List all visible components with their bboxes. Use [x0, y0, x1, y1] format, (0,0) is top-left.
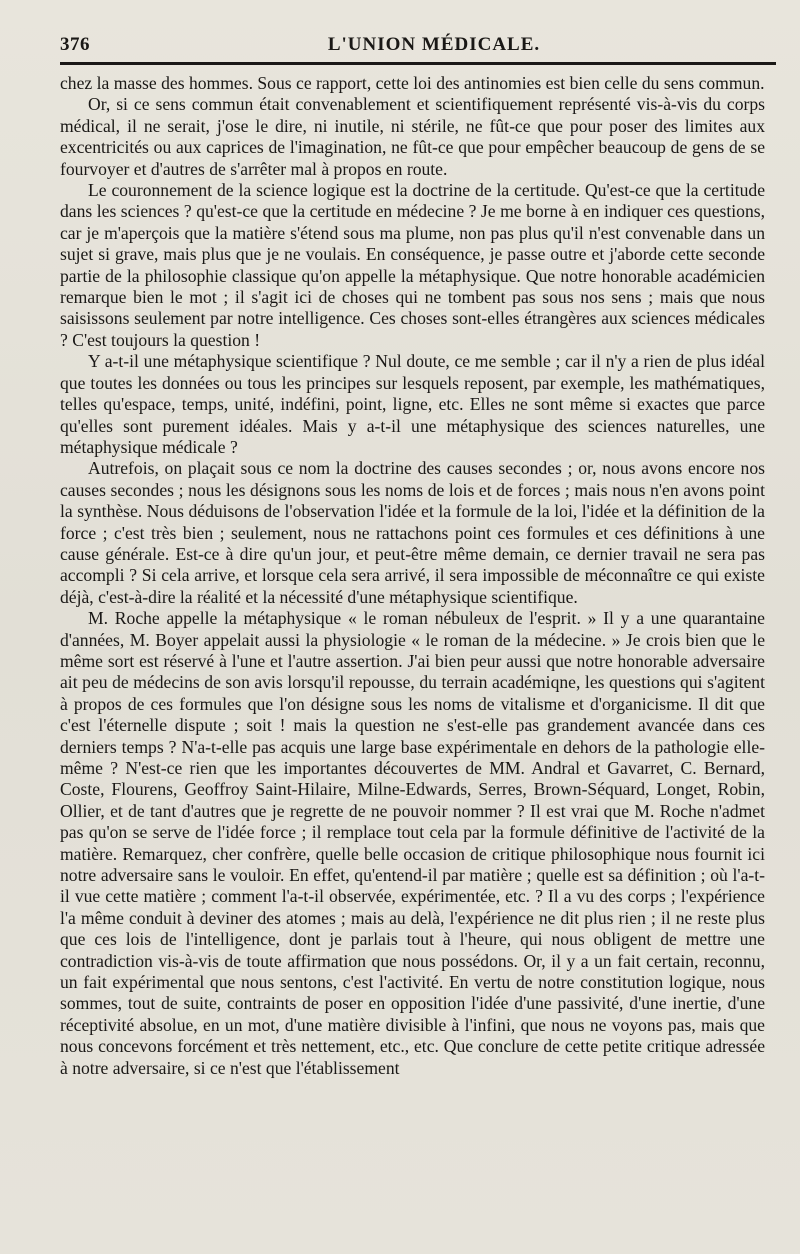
- paragraph-certitude: Le couronnement de la science logique est la doctrine de la certitude. Qu'est-ce que la certitude dans les sciences ? qu'est-ce que la certitude en médecine ? Je me borne à en indiquer ces questions, car je m'aperçois que la matière s'étend sous ma plume, non pas plus qu'il n'est convenable dans un sujet si grave, mais plus que je ne voulais. En conséquence, je passe outre et j'aborde cette seconde partie de la philosophie classique qu'on appelle la métaphysique. Que notre honorable académicien remarque bien le mot ; il s'agit ici de choses qui ne tombent pas sous nos sens ; mais que nous saisissons seulement par notre intelligence. Ces choses sont-elles étrangères aux sciences médicales ? C'est toujours la question !: [60, 180, 765, 350]
- running-title: L'UNION MÉDICALE.: [327, 34, 541, 55]
- article-body: [60, 73, 765, 1079]
- page-number: 376: [60, 34, 90, 55]
- page-header: [60, 28, 768, 62]
- paragraph-continued: chez la masse des hommes. Sous ce rapport, cette loi des antinomies est bien celle du sens commun.: [60, 73, 765, 93]
- paragraph-sens-commun: Or, si ce sens commun était convenablement et scientifiquement représenté vis-à-vis du corps médical, il ne serait, j'ose le dire, ni inutile, ni stérile, ne fût-ce que pour poser des limites aux excentricités ou aux caprices de l'imagination, ne fût-ce que pour empêcher beaucoup de gens de se fourvoyer et d'autres de s'arrêter mal à propos en route.: [60, 94, 765, 179]
- paragraph-causes-secondes: Autrefois, on plaçait sous ce nom la doctrine des causes secondes ; or, nous avons encore nos causes secondes ; nous les désignons sous les noms de lois et de forces ; mais nous n'en avons point la synthèse. Nous déduisons de l'observation l'idée et la formule de la loi, l'idée et la définition de la force ; c'est très bien ; seulement, nous ne rattachons point ces formules et ces définitions à une cause générale. Est-ce à dire qu'un jour, et peut-être même demain, ce dernier travail ne sera pas accompli ? Si cela arrive, et lorsque cela sera arrivé, il sera impossible de méconnaître ce qui existe déjà, c'est-à-dire la réalité et la nécessité d'une métaphysique scientifique.: [60, 458, 765, 607]
- paragraph-roche: M. Roche appelle la métaphysique « le roman nébuleux de l'esprit. » Il y a une quarantaine d'années, M. Boyer appelait aussi la physiologie « le roman de la médecine. » Je crois bien que le même sort est réservé à l'une et l'autre assertion. J'ai bien peur aussi que notre honorable adversaire ait peu de médecins de son avis lorsqu'il repousse, du terrain académiqne, les questions qui s'agitent à propos de ces formules que l'on désigne sous les noms de vitalisme et d'organicisme. Il dit que c'est l'éternelle dispute ; soit ! mais la question ne s'est-elle pas grandement avancée dans ces derniers temps ? N'a-t-elle pas acquis une large base expérimentale en dehors de la pathologie elle-même ? N'est-ce rien que les importantes découvertes de MM. Andral et Gavarret, C. Bernard, Coste, Flourens, Geoffroy Saint-Hilaire, Milne-Edwards, Serres, Brown-Séquard, Longet, Robin, Ollier, et de tant d'autres que je regrette de ne pouvoir nommer ? Il est vrai que M. Roche n'admet pas qu'on se serve de l'idée force ; il remplace tout cela par la formule définitive de l'activité de la matière. Remarquez, cher confrère, quelle belle occasion de critique philosophique nous fournit ici notre adversaire sans le vouloir. En effet, qu'entend-il par matière ; quelle est sa définition ; où l'a-t-il vue cette matière ; comment l'a-t-il observée, expérimentée, etc. ? Il a vu des corps ; l'expérience l'a même conduit à deviner des atomes ; mais au delà, l'expérience ne dit plus rien ; il ne reste plus que ces lois de l'intelligence, dont je parlais tout à l'heure, qui nous obligent de mettre une contradiction vis-à-vis de toute affirmation que nous possédons. Or, il y a un fait certain, reconnu, un fait expérimental que nous sentons, c'est l'activité. En vertu de notre constitution logique, nous sommes, tout de suite, contraints de poser en opposition l'idée d'une passivité, d'une inertie, d'une réceptivité absolue, en un mot, d'une matière divisible à l'infini, que nous ne voyons pas, mais que nous concevons forcément et très nettement, etc., etc. Que conclure de cette petite critique adressée à notre adversaire, si ce n'est que l'établissement: [60, 608, 765, 1078]
- header-rule: [60, 62, 776, 65]
- paragraph-metaphysique-scientifique: Y a-t-il une métaphysique scientifique ? Nul doute, ce me semble ; car il n'y a rien de plus idéal que toutes les données ou tous les principes sur lesquels reposent, par exemple, les mathématiques, telles qu'espace, temps, unité, indéfini, point, ligne, etc. Elles ne sont même si exactes que parce qu'elles sont purement idéales. Mais y a-t-il une métaphysique des sciences naturelles, une métaphysique médicale ?: [60, 351, 765, 457]
